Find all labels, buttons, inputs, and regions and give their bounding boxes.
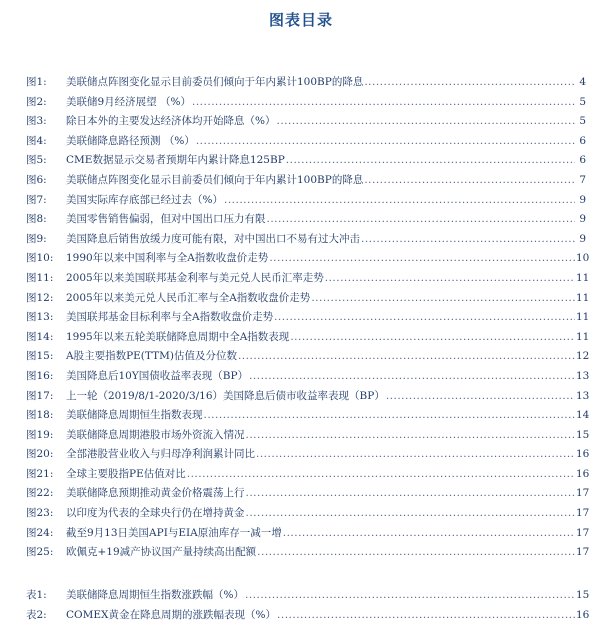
- dot-leader: [325, 269, 575, 289]
- dot-leader: [283, 524, 575, 544]
- dot-leader: [238, 347, 575, 367]
- toc-entry-page: 9: [579, 213, 586, 226]
- toc-entry-title: 以印度为代表的全球央行仍在增持黄金: [66, 507, 245, 520]
- toc-entry-title: COMEX黄金在降息周期的涨跌幅表现（%）: [66, 608, 277, 621]
- toc-entry[interactable]: [26, 504, 590, 524]
- toc-entry-label: 图21:: [26, 467, 54, 480]
- toc-entry-label: 图13:: [26, 311, 54, 324]
- toc-entry-page: 15: [576, 589, 590, 601]
- toc-entry-page: 16: [576, 608, 590, 621]
- toc-entry-label: 图19:: [26, 428, 54, 441]
- toc-entry-page: 15: [576, 428, 590, 441]
- toc-entry-title: 1995年以来五轮美联储降息周期中全A指数表现: [66, 330, 290, 343]
- dot-leader: [204, 406, 576, 426]
- toc-entry-page: 12: [576, 350, 590, 363]
- toc-entry-title: 美联储9月经济展望 （%）: [66, 95, 191, 108]
- dot-leader: [246, 426, 576, 446]
- toc-entry[interactable]: [26, 73, 586, 93]
- toc-entry-title: 美联储降息路径预测 （%）: [66, 134, 195, 147]
- toc-entry[interactable]: [26, 406, 590, 426]
- dot-leader: [274, 308, 575, 328]
- toc-entry[interactable]: [26, 606, 590, 625]
- toc-entry-label: 图2:: [26, 95, 47, 108]
- toc-entry-page: 13: [576, 389, 590, 402]
- toc-entry[interactable]: [26, 426, 590, 446]
- dot-leader: [364, 171, 575, 191]
- toc-entry-title: 美国零售销售偏弱，但对中国出口压力有限: [66, 213, 266, 226]
- dot-leader: [276, 112, 575, 132]
- toc-entry-label: 表1:: [26, 589, 47, 601]
- toc-entry-label: 表2:: [26, 608, 47, 621]
- toc-entry[interactable]: [26, 445, 590, 465]
- toc-entry-title: 美联储降息周期恒生指数表现: [66, 409, 203, 422]
- toc-entry-label: 图3:: [26, 115, 47, 128]
- dot-leader: [249, 367, 575, 387]
- dot-leader: [187, 465, 575, 485]
- toc-entry-label: 图12:: [26, 291, 54, 304]
- toc-entry[interactable]: [26, 484, 590, 504]
- toc-entry-page: 11: [576, 330, 590, 343]
- toc-entry-page: 17: [576, 526, 590, 539]
- toc-entry-title: 截至9月13日美国API与EIA原油库存一减一增: [66, 526, 282, 539]
- table-list: [26, 586, 590, 625]
- toc-entry[interactable]: [26, 249, 590, 269]
- toc-entry-page: 6: [579, 154, 586, 167]
- toc-entry[interactable]: [26, 543, 590, 563]
- toc-entry-page: 5: [579, 115, 586, 128]
- toc-entry-page: 16: [576, 467, 590, 480]
- toc-entry-label: 图7:: [26, 193, 47, 206]
- dot-leader: [286, 151, 575, 171]
- toc-entry-title: 美国降息后10Y国债收益率表现（BP）: [66, 369, 249, 382]
- dot-leader: [246, 504, 576, 524]
- figure-list: [26, 73, 590, 563]
- toc-entry[interactable]: [26, 269, 590, 289]
- toc-entry-label: 图10:: [26, 252, 54, 265]
- dot-leader: [386, 387, 575, 407]
- toc-entry[interactable]: [26, 367, 590, 387]
- toc-entry[interactable]: [26, 347, 590, 367]
- toc-entry-title: 美联储点阵图变化显示目前委员们倾向于年内累计100BP的降息: [66, 76, 364, 88]
- toc-entry-page: 5: [579, 95, 586, 108]
- toc-entry[interactable]: [26, 524, 590, 544]
- dot-leader: [256, 445, 575, 465]
- toc-entry-title: 上一轮（2019/8/1-2020/3/16）美国降息后债市收益率表现（BP）: [66, 389, 385, 402]
- toc-entry-label: 图6:: [26, 173, 47, 186]
- dot-leader: [246, 484, 576, 504]
- toc-entry-page: 9: [579, 232, 586, 245]
- toc-entry-title: A股主要指数PE(TTM)估值及分位数: [66, 350, 237, 363]
- toc-entry-title: 2005年以来美国联邦基金利率与美元兑人民币汇率走势: [66, 271, 324, 284]
- toc-entry-label: 图24:: [26, 526, 54, 539]
- toc-entry-page: 9: [579, 193, 586, 206]
- toc-entry-label: 图23:: [26, 507, 54, 520]
- toc-entry-page: 17: [576, 546, 590, 559]
- dot-leader: [269, 249, 575, 269]
- toc-entry-title: 美联储点阵图变化显示目前委员们倾向于年内累计100BP的降息: [66, 173, 364, 186]
- toc-entry[interactable]: [26, 191, 586, 211]
- toc-entry[interactable]: [26, 132, 586, 152]
- toc-entry[interactable]: [26, 230, 586, 250]
- toc-entry-page: 14: [576, 409, 590, 422]
- toc-entry-title: 美联储降息预期推动黄金价格震荡上行: [66, 487, 245, 500]
- toc-entry-title: 全球主要股指PE估值对比: [66, 467, 186, 480]
- toc-entry-label: 图1:: [26, 76, 47, 88]
- toc-entry-title: 欧佩克+19减产协议国产量持续高出配额: [66, 546, 257, 559]
- toc-entry-page: 11: [576, 291, 590, 304]
- toc-entry[interactable]: [26, 387, 590, 407]
- toc-entry-title: 美国联邦基金目标利率与全A指数收盘价走势: [66, 311, 274, 324]
- toc-entry-title: 除日本外的主要发达经济体均开始降息（%）: [66, 115, 276, 128]
- dot-leader: [277, 606, 575, 625]
- toc-entry-title: CME数据显示交易者预期年内累计降息125BP: [66, 154, 285, 167]
- toc-entry-title: 1990年以来中国利率与全A指数收盘价走势: [66, 252, 269, 265]
- toc-entry-label: 图11:: [26, 271, 54, 284]
- dot-leader: [361, 230, 575, 250]
- toc-entry-title: 美联储降息周期恒生指数涨跌幅（%）: [66, 589, 244, 601]
- toc-entry-page: 10: [576, 252, 590, 265]
- toc-entry[interactable]: [26, 289, 590, 309]
- toc-entry-title: 全部港股营业收入与归母净利润累计同比: [66, 448, 255, 461]
- toc-entry-page: 11: [576, 271, 590, 284]
- toc-entry-page: 13: [576, 369, 590, 382]
- dot-leader: [257, 543, 575, 563]
- toc-entry[interactable]: [26, 210, 586, 230]
- toc-entry-label: 图20:: [26, 448, 54, 461]
- toc-entry[interactable]: [26, 586, 590, 606]
- toc-entry[interactable]: [26, 171, 586, 191]
- dot-leader: [364, 73, 575, 93]
- dot-leader: [196, 132, 575, 152]
- toc-entry-label: 图4:: [26, 134, 47, 147]
- toc-entry[interactable]: [26, 151, 586, 171]
- toc-entry-page: 11: [576, 311, 590, 324]
- dot-leader: [192, 93, 575, 113]
- toc-entry-label: 图8:: [26, 213, 47, 226]
- toc-entry-page: 4: [579, 76, 586, 88]
- toc-entry-label: 图16:: [26, 369, 54, 382]
- toc-entry-label: 图18:: [26, 409, 54, 422]
- toc-entry-page: 6: [579, 134, 586, 147]
- toc-entry[interactable]: [26, 308, 590, 328]
- toc-entry-label: 图14:: [26, 330, 54, 343]
- toc-entry[interactable]: [26, 328, 590, 348]
- toc-entry-label: 图25:: [26, 546, 54, 559]
- toc-entry-page: 17: [576, 487, 590, 500]
- toc-entry-label: 图15:: [26, 350, 54, 363]
- toc-entry-title: 2005年以来美元兑人民币汇率与全A指数收盘价走势: [66, 291, 311, 304]
- toc-entry[interactable]: [26, 112, 586, 132]
- toc-entry-label: 图5:: [26, 154, 47, 167]
- toc-entry[interactable]: [26, 93, 586, 113]
- dot-leader: [245, 586, 575, 606]
- toc-entry-page: 7: [579, 173, 586, 186]
- toc-entry-title: 美联储降息周期港股市场外资流入情况: [66, 428, 245, 441]
- dot-leader: [267, 210, 576, 230]
- toc-entry-page: 17: [576, 507, 590, 520]
- toc-entry-title: 美国降息后销售放缓力度可能有限，对中国出口不易有过大冲击: [66, 232, 360, 245]
- dot-leader: [290, 328, 575, 348]
- toc-entry-label: 图17:: [26, 389, 54, 402]
- dot-leader: [224, 191, 575, 211]
- dot-leader: [311, 289, 575, 309]
- toc-entry-page: 16: [576, 448, 590, 461]
- toc-entry-title: 美国实际库存底部已经过去（%）: [66, 193, 223, 206]
- page-title: 图表目录: [268, 11, 333, 29]
- toc-entry[interactable]: [26, 465, 590, 485]
- toc-entry-label: 图9:: [26, 232, 47, 245]
- toc-entry-label: 图22:: [26, 487, 54, 500]
